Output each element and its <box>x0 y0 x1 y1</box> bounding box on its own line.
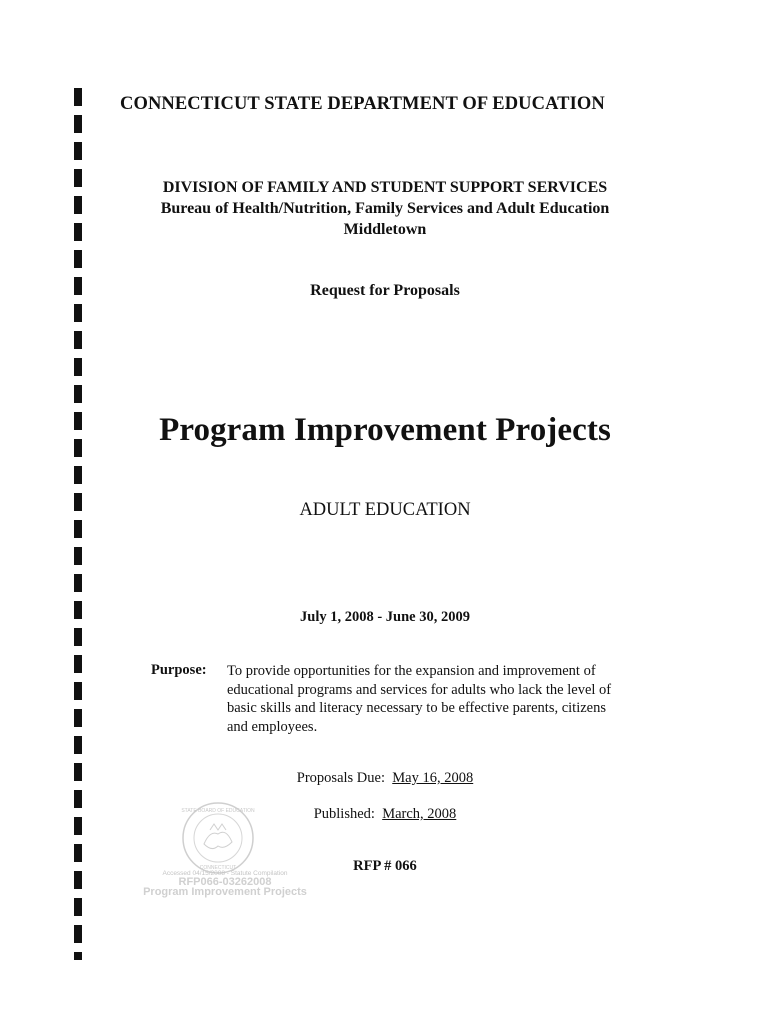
main-title: Program Improvement Projects <box>159 412 611 448</box>
subtitle: ADULT EDUCATION <box>299 500 471 520</box>
rfp-number: RFP # 066 <box>353 858 417 874</box>
division-name: DIVISION OF FAMILY AND STUDENT SUPPORT SERVICES <box>162 179 608 196</box>
state-seal-icon <box>180 800 256 876</box>
purpose-line: and employees. <box>227 718 318 735</box>
proposals-due-date: May 16, 2008 <box>392 770 474 786</box>
purpose-label: Purpose: <box>151 662 207 678</box>
svg-text:STATE BOARD OF EDUCATION: STATE BOARD OF EDUCATION <box>181 808 255 814</box>
proposals-due-label: Proposals Due: <box>296 770 385 786</box>
published-date: March, 2008 <box>382 806 457 822</box>
watermark <box>140 800 310 900</box>
date-range: July 1, 2008 - June 30, 2009 <box>300 609 470 625</box>
purpose-text <box>227 662 647 736</box>
bureau-name: Bureau of Health/Nutrition, Family Services and Adult Education <box>160 200 610 217</box>
watermark-line: Accessed 04/15/2008 - Statute Compilation <box>162 870 288 877</box>
rfp-heading: Request for Proposals <box>310 282 460 299</box>
watermark-title: Program Improvement Projects <box>143 886 307 898</box>
purpose-line: educational programs and services for adults who lack the level of <box>227 681 612 698</box>
watermark-id: RFP066-03262008 <box>178 876 272 888</box>
published <box>0 806 770 823</box>
purpose-line: basic skills and literacy necessary to be effective parents, citizens <box>227 700 606 716</box>
location: Middletown <box>343 221 427 238</box>
proposals-due <box>0 770 770 787</box>
purpose-line: To provide opportunities for the expansion and improvement of <box>227 663 596 679</box>
published-label: Published: <box>313 806 375 822</box>
svg-text:CONNECTICUT: CONNECTICUT <box>199 865 237 871</box>
department-title: CONNECTICUT STATE DEPARTMENT OF EDUCATION <box>120 94 605 114</box>
division-block <box>0 177 770 240</box>
